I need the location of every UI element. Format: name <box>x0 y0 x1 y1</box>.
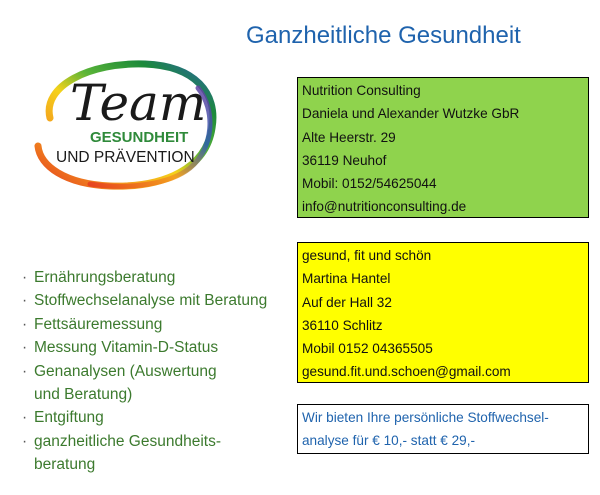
service-item <box>22 406 267 429</box>
box-line: Martina Hantel <box>302 271 391 287</box>
bullet: · <box>22 292 28 310</box>
service-item <box>22 313 267 336</box>
contact-box-nutrition-consulting <box>297 77 589 218</box>
service-item <box>22 266 267 289</box>
box-line: Mobil 0152 04365505 <box>302 341 433 357</box>
bullet: · <box>22 362 28 380</box>
service-list <box>22 266 267 477</box>
offer-line: Wir bieten Ihre persönliche Stoffwechsel- <box>302 410 549 425</box>
service-label: Genanalysen (Auswertung <box>34 362 217 380</box>
email-link[interactable]: gesund.fit.und.schoen@gmail.com <box>302 364 511 380</box>
service-item <box>22 360 267 407</box>
service-label: Stoffwechselanalyse mit Beratung <box>34 292 268 310</box>
service-item <box>22 336 267 359</box>
offer-box <box>297 404 589 454</box>
box-line: gesund, fit und schön <box>302 248 432 263</box>
service-label-continued: und Beratung) <box>34 386 133 404</box>
bullet: · <box>22 339 28 357</box>
box-line: 36119 Neuhof <box>302 152 387 168</box>
logo-script-word: Team <box>70 74 207 132</box>
bullet: · <box>22 269 28 286</box>
logo-line-praevention: UND PRÄVENTION <box>56 149 195 166</box>
box-line: Auf der Hall 32 <box>302 294 392 310</box>
service-label: Ernährungsberatung <box>34 269 176 286</box>
service-label: Entgiftung <box>34 409 104 427</box>
service-label: ganzheitliche Gesundheits- <box>34 432 221 450</box>
service-label: Fettsäuremessung <box>34 315 163 333</box>
bullet: · <box>22 432 28 450</box>
page-title: Ganzheitliche Gesundheit <box>246 22 521 49</box>
contact-box-gesund-fit <box>297 242 589 383</box>
box-line: Alte Heerstr. 29 <box>302 129 396 145</box>
box-line: Nutrition Consulting <box>302 83 421 98</box>
service-label-continued: beratung <box>34 456 96 474</box>
service-item <box>22 430 267 477</box>
box-line: Daniela und Alexander Wutzke GbR <box>302 106 520 122</box>
offer-line: analyse für € 10,- statt € 29,- <box>302 433 476 448</box>
team-logo <box>30 58 220 193</box>
service-label: Messung Vitamin-D-Status <box>34 339 219 357</box>
bullet: · <box>22 409 28 427</box>
bullet: · <box>22 315 28 333</box>
box-line: Mobil: 0152/54625044 <box>302 176 437 192</box>
email-link[interactable]: info@nutritionconsulting.de <box>302 199 467 215</box>
logo-line-gesundheit: GESUNDHEIT <box>90 129 189 146</box>
box-line: 36110 Schlitz <box>302 317 383 333</box>
service-item <box>22 289 267 312</box>
